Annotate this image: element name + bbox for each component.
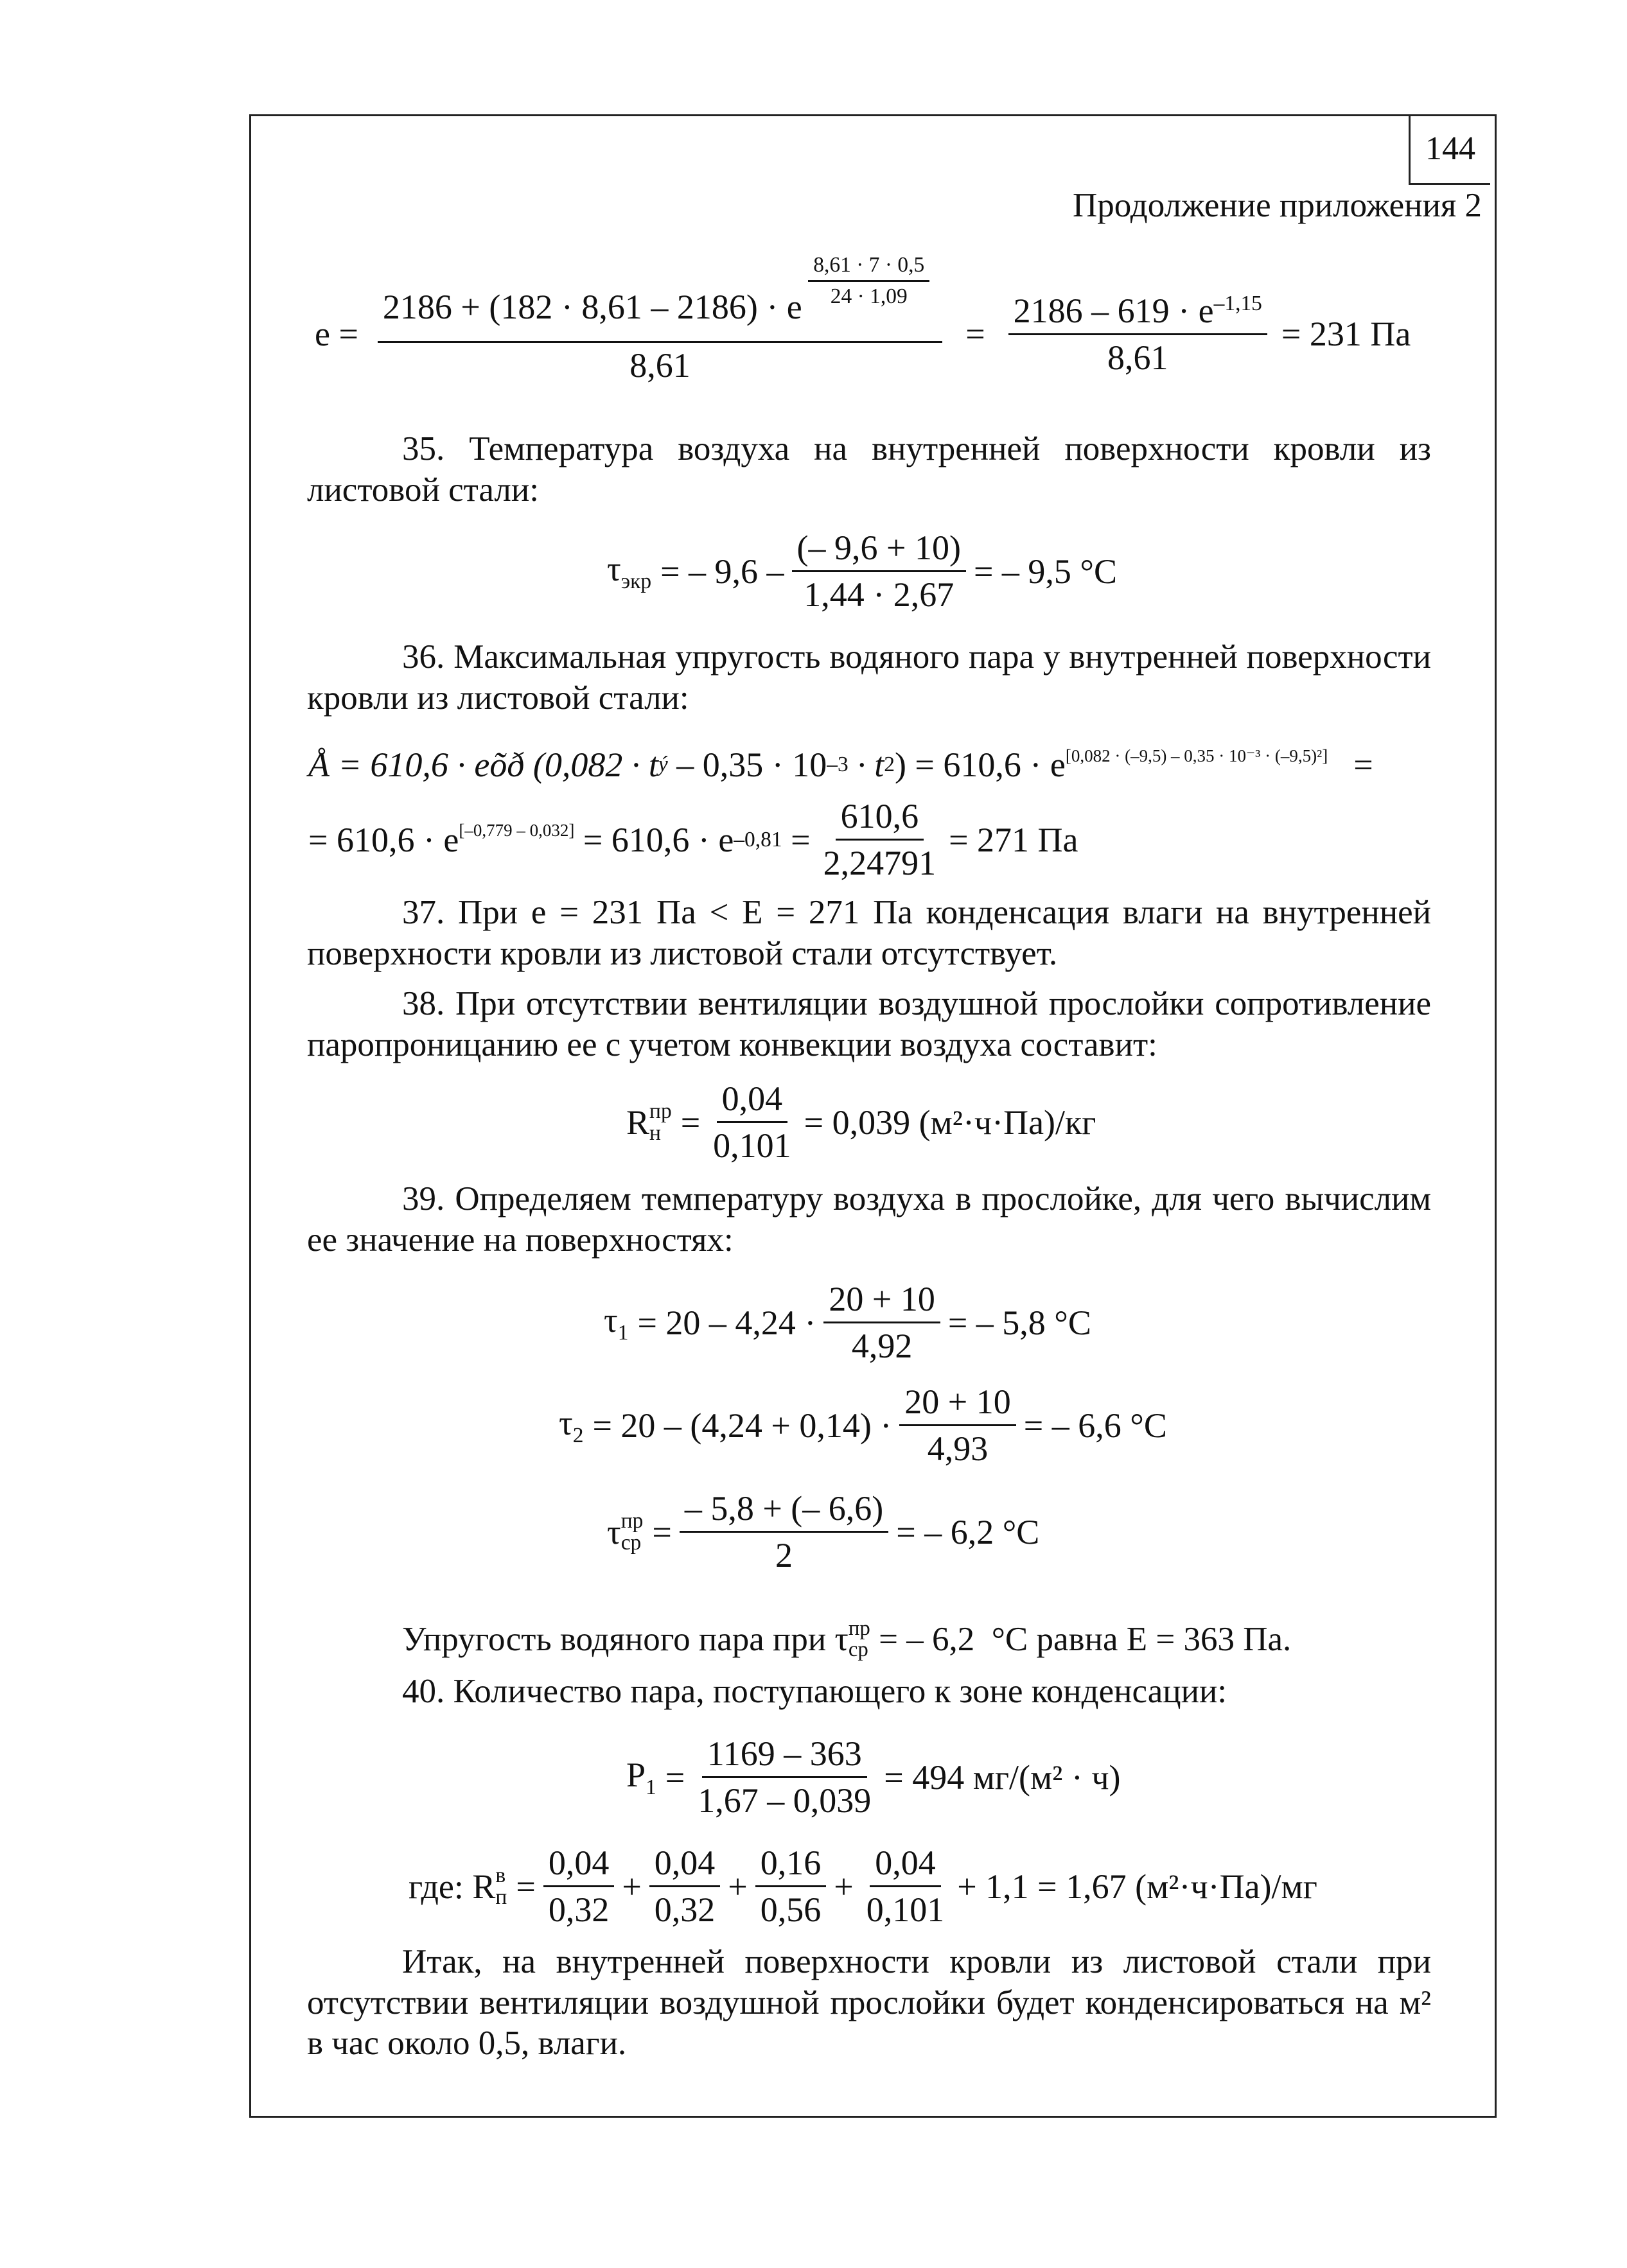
- eq40b-eq: =: [516, 1867, 536, 1906]
- equation-39c: [607, 1488, 1039, 1575]
- eq36b-fraction: [818, 796, 942, 883]
- eq-e-exp-den: 24 · 1,09: [830, 284, 908, 308]
- eq39b-lhs: τ: [559, 1403, 573, 1442]
- eq38-sup: пр: [649, 1099, 672, 1124]
- eq40-mid: =: [665, 1758, 685, 1797]
- eq39c-fraction: [680, 1488, 888, 1575]
- eq39c-result: = – 6,2 °С: [896, 1512, 1040, 1551]
- eq40b-fraction-4: [861, 1843, 950, 1930]
- equation-36a: [308, 745, 1373, 785]
- eq36a-text2: – 0,35 · 10: [667, 746, 827, 784]
- eq39a-den: 4,92: [851, 1327, 913, 1365]
- eq-e-mid: =: [965, 315, 985, 353]
- eq40b-den-2: 0,32: [654, 1890, 716, 1929]
- eq39a-num: 20 + 10: [823, 1279, 940, 1323]
- equation-35: [607, 528, 1117, 615]
- eq35-mid: = – 9,6 –: [660, 552, 784, 591]
- eq40-result: = 494 мг/(м² · ч): [884, 1758, 1121, 1797]
- conclusion-paragraph: Итак, на внутренней поверхности кровли из листовой стали при отсутствии вентиляции воздушной прослойки будет конденсироваться на м² в час около 0,5, влаги.: [307, 1943, 1431, 2063]
- eq35-result: = – 9,5 °С: [973, 552, 1118, 591]
- eq39a-sub: 1: [617, 1320, 629, 1345]
- eq-e-lhs: e =: [315, 315, 358, 353]
- eq36a-text3: · t: [848, 746, 884, 784]
- paragraph-40: 40. Количество пара, поступающего к зоне конденсации:: [402, 1673, 1227, 1710]
- eq35-lhs: τ: [607, 549, 621, 588]
- header-continuation: Продолжение приложения 2: [1073, 187, 1482, 224]
- p39b-pre: Упругость водяного пара при τ: [402, 1620, 849, 1658]
- eq36a-text4: ) = 610,6 · e: [894, 746, 1066, 784]
- eq40b-pre: где: R: [409, 1867, 496, 1906]
- eq36a-sub: ý: [658, 753, 668, 776]
- equation-38: [626, 1079, 1096, 1165]
- eq39c-num: – 5,8 + (– 6,6): [680, 1488, 888, 1533]
- eq36a-tail: =: [1353, 746, 1373, 784]
- page-number: 144: [1409, 114, 1490, 185]
- eq39a-result: = – 5,8 °С: [947, 1303, 1091, 1342]
- equation-36b: [308, 796, 1078, 883]
- eq40b-sup: в: [495, 1863, 506, 1888]
- eq39b-num: 20 + 10: [899, 1382, 1016, 1426]
- eq-e-exp2: –1,15: [1213, 291, 1262, 315]
- eq38-sub: н: [649, 1121, 661, 1145]
- eq39a-fraction: [823, 1279, 940, 1366]
- eq36a-sup2: 2: [884, 753, 895, 776]
- eq40b-result: + 1,1 = 1,67 (м²·ч·Па)/мг: [957, 1867, 1317, 1906]
- equation-40: [626, 1734, 1121, 1820]
- eq-e-numerator: 2186 + (182 · 8,61 – 2186) · e: [382, 287, 802, 326]
- eq-e-exp-num: 8,61 · 7 · 0,5: [808, 253, 929, 282]
- eq39c-den: 2: [775, 1536, 793, 1575]
- eq36b-exp2: –0,81: [734, 827, 782, 851]
- eq39b-fraction: [899, 1382, 1016, 1469]
- eq38-den: 0,101: [713, 1126, 791, 1165]
- eq36b-text: = 610,6 · e: [308, 820, 459, 859]
- eq36b-den: 2,24791: [823, 844, 937, 882]
- eq36b-result: = 271 Па: [949, 820, 1078, 859]
- eq-e-result: = 231 Па: [1281, 315, 1411, 353]
- eq40-num: 1169 – 363: [702, 1734, 867, 1778]
- eq36b-text2: = 610,6 · e: [574, 820, 734, 859]
- eq39b-result: = – 6,6 °С: [1023, 1406, 1167, 1445]
- equation-39b: [559, 1382, 1167, 1469]
- eq40b-den-4: 0,101: [866, 1890, 945, 1929]
- eq40b-den-3: 0,56: [760, 1890, 822, 1929]
- eq38-num: 0,04: [717, 1079, 788, 1123]
- eq40-fraction: [692, 1734, 876, 1820]
- p39b-sup: пр: [848, 1617, 870, 1640]
- eq40b-fraction-1: [543, 1843, 615, 1930]
- eq35-num: (– 9,6 + 10): [792, 528, 966, 572]
- eq40-den: 1,67 – 0,039: [698, 1781, 872, 1820]
- paragraph-37: 37. При е = 231 Па < Е = 271 Па конденсация влаги на внутренней поверхности кровли из листовой стали отсутствует.: [307, 894, 1431, 972]
- eq-e-fraction-2: [1008, 291, 1267, 378]
- eq38-result: = 0,039 (м²·ч·Па)/кг: [804, 1103, 1096, 1142]
- eq35-den: 1,44 · 2,67: [804, 575, 954, 614]
- equation-39a: [604, 1279, 1091, 1366]
- eq39c-sup: пр: [620, 1509, 644, 1533]
- equation-40b: [409, 1843, 1317, 1930]
- eq36a-exp: [0,082 · (–9,5) – 0,35 · 10⁻³ · (–9,5)²]: [1065, 746, 1328, 765]
- eq-e-den2: 8,61: [1107, 338, 1168, 377]
- eq40b-sub: п: [495, 1885, 507, 1909]
- eq40b-fraction-2: [649, 1843, 721, 1930]
- eq39b-mid: = 20 – (4,24 + 0,14) ·: [592, 1406, 892, 1445]
- paragraph-38: 38. При отсутствии вентиляции воздушной прослойки сопротивление паропроницанию ее с учетом конвекции воздуха составит:: [307, 985, 1431, 1063]
- eq40b-den-1: 0,32: [548, 1890, 610, 1929]
- plus-sign: +: [622, 1867, 642, 1906]
- eq35-lhs-sub: экр: [620, 569, 652, 593]
- eq40-sub: 1: [646, 1775, 656, 1799]
- eq40b-fraction-3: [755, 1843, 827, 1930]
- eq39a-lhs: τ: [604, 1300, 618, 1339]
- eq-e-exponent: [808, 253, 929, 309]
- eq40b-num-1: 0,04: [543, 1843, 615, 1887]
- eq40-lhs: P: [626, 1755, 646, 1794]
- paragraph-39b: [402, 1618, 1291, 1661]
- eq39a-mid: = 20 – 4,24 ·: [637, 1303, 816, 1342]
- paragraph-35: 35. Температура воздуха на внутренней поверхности кровли из листовой стали:: [307, 430, 1431, 509]
- eq35-fraction: [792, 528, 966, 615]
- paragraph-36: 36. Максимальная упругость водяного пара у внутренней поверхности кровли из листовой стали:: [307, 638, 1431, 717]
- eq39c-sub: ср: [620, 1530, 642, 1555]
- plus-sign: +: [834, 1867, 854, 1906]
- eq38-eq: =: [680, 1103, 701, 1142]
- eq39c-mid: =: [652, 1512, 672, 1551]
- eq-e-num2: 2186 – 619 · e: [1013, 291, 1214, 330]
- eq36b-exp: [–0,779 – 0,032]: [459, 821, 575, 840]
- eq40b-num-2: 0,04: [649, 1843, 721, 1887]
- eq39b-sub: 2: [572, 1423, 584, 1447]
- eq-e-denominator: 8,61: [629, 346, 690, 385]
- eq40b-num-3: 0,16: [755, 1843, 827, 1887]
- eq39b-den: 4,93: [927, 1429, 989, 1468]
- eq36a-text: Å = 610,6 · eõð (0,082 · t: [308, 746, 658, 784]
- p39b-sub: ср: [848, 1637, 868, 1661]
- p39b-post: = – 6,2 °С равна Е = 363 Па.: [870, 1620, 1292, 1658]
- eq36a-sup: –3: [827, 753, 849, 776]
- eq38-lhs: R: [626, 1103, 650, 1142]
- eq36b-num: 610,6: [836, 796, 924, 841]
- eq40b-num-4: 0,04: [870, 1843, 941, 1887]
- eq38-fraction: [708, 1079, 796, 1165]
- paragraph-39: 39. Определяем температуру воздуха в прослойке, для чего вычислим ее значение на поверхностях:: [307, 1180, 1431, 1259]
- eq39c-lhs: τ: [607, 1512, 621, 1551]
- eq36b-text3: =: [782, 820, 811, 859]
- plus-sign: +: [728, 1867, 748, 1906]
